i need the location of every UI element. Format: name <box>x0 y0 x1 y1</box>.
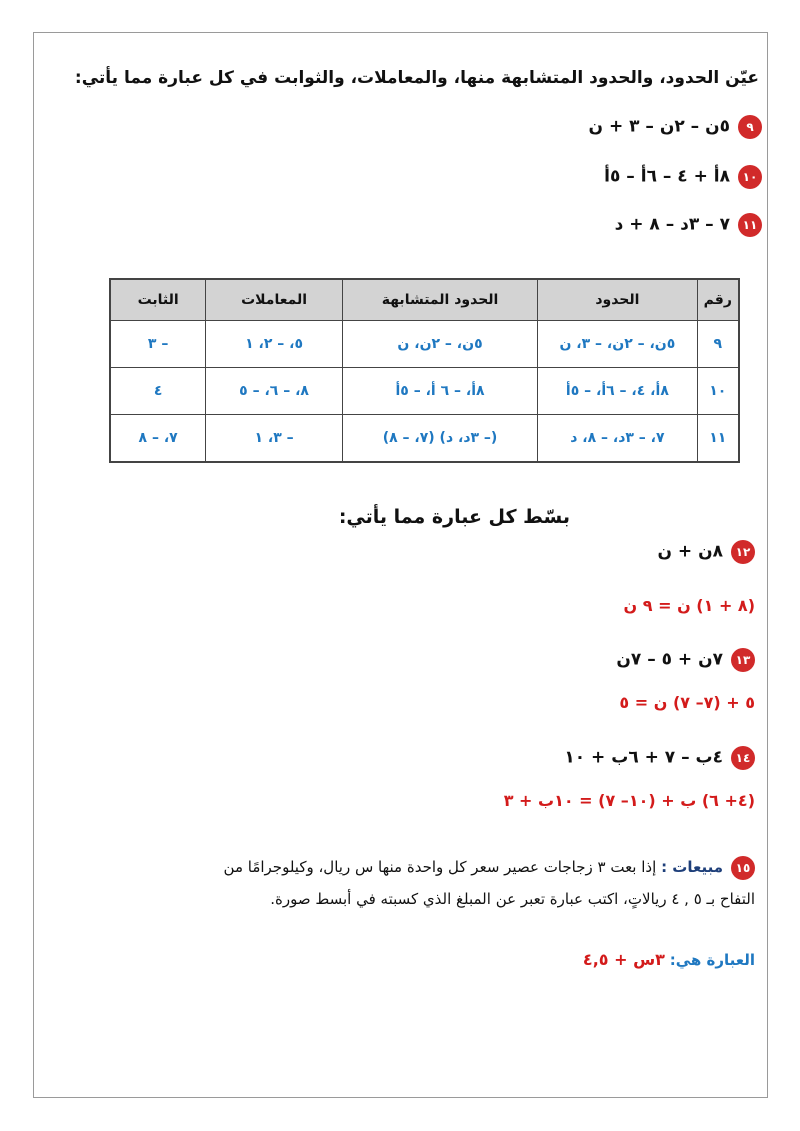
table-row <box>110 415 739 463</box>
exercise-number-badge: ١٥ <box>731 856 755 880</box>
cell-coefficients: ٨، – ٦، – ٥ <box>206 368 343 415</box>
exercise-number-badge: ١٣ <box>731 648 755 672</box>
exercise-expression: ٧ن + ٥ – ٧ن <box>616 649 723 670</box>
cell-constant: ٧، – ٨ <box>110 415 206 463</box>
exercise-expression: ٨أ + ٤ – ٦أ – ٥أ <box>604 166 730 187</box>
problem-label: مبيعات : <box>661 858 723 876</box>
exercise-expression: ٥ن – ٢ن – ٣ + ن <box>588 116 730 137</box>
cell-number: ١٠ <box>697 368 739 415</box>
cell-number: ٩ <box>697 321 739 368</box>
terms-table <box>109 278 740 463</box>
table-header-row <box>110 279 739 321</box>
cell-terms: ٧، – ٣د، – ٨، د <box>538 415 697 463</box>
header-coefficients: المعاملات <box>206 279 343 321</box>
page-border <box>33 32 768 1098</box>
answer-label: العبارة هي: <box>669 951 755 969</box>
exercise-number-badge: ١٠ <box>738 165 762 189</box>
exercise-item-10 <box>604 165 762 189</box>
exercise-answer-14: (٤+ ٦) ب + (١٠– ٧) = ١٠ب + ٣ <box>503 791 755 810</box>
header-terms: الحدود <box>538 279 697 321</box>
exercise-number-badge: ١١ <box>738 213 762 237</box>
table-row <box>110 368 739 415</box>
cell-like-terms: ٨أ، – ٦ أ، – ٥أ <box>342 368 537 415</box>
header-constant: الثابت <box>110 279 206 321</box>
exercise-number-badge: ١٢ <box>731 540 755 564</box>
exercise-item-14 <box>564 746 755 770</box>
cell-coefficients: ٥، – ٢، ١ <box>206 321 343 368</box>
exercise-answer-13: ٥ + (٧– ٧) ن = ٥ <box>619 693 755 712</box>
exercise-expression: ٧ – ٣د – ٨ + د <box>614 214 730 235</box>
section2-heading: بسّط كل عبارة مما يأتي: <box>338 506 570 528</box>
exercise-item-9 <box>589 115 762 139</box>
cell-constant: ٤ <box>110 368 206 415</box>
exercise-item-12 <box>658 540 756 564</box>
cell-constant: – ٣ <box>110 321 206 368</box>
exercise-expression: ٨ن + ن <box>657 541 723 562</box>
problem-text: إذا بعت ٣ زجاجات عصير سعر كل واحدة منها س ريال، وكيلوجرامًا من <box>223 858 657 876</box>
header-like-terms: الحدود المتشابهة <box>342 279 537 321</box>
cell-coefficients: – ٣، ١ <box>206 415 343 463</box>
header-number: رقم <box>697 279 739 321</box>
exercise-expression: ٤ب – ٧ + ٦ب + ١٠ <box>564 747 723 768</box>
exercise-number-badge: ١٤ <box>731 746 755 770</box>
answer-value: ٣س + ٤,٥ <box>582 950 665 969</box>
cell-like-terms: ٥ن، – ٢ن، ن <box>342 321 537 368</box>
problem-15-line1 <box>224 853 755 882</box>
cell-like-terms: (– ٣د، د) (٧، – ٨) <box>342 415 537 463</box>
cell-number: ١١ <box>697 415 739 463</box>
exercise-item-11 <box>615 213 762 237</box>
problem-15-line2: التفاح بـ ٥ , ٤ ريالاتٍ، اكتب عبارة تعبر عن المبلغ الذي كسبته في أبسط صورة. <box>270 890 755 908</box>
exercise-item-13 <box>616 648 755 672</box>
section1-heading: عيّن الحدود، والحدود المتشابهة منها، والمعاملات، والثوابت في كل عبارة مما يأتي: <box>74 68 759 88</box>
problem-15-answer <box>583 950 755 969</box>
exercise-number-badge: ٩ <box>738 115 762 139</box>
table-row <box>110 321 739 368</box>
exercise-answer-12: (٨ + ١) ن = ٩ ن <box>623 596 755 615</box>
cell-terms: ٥ن، – ٢ن، – ٣، ن <box>538 321 697 368</box>
cell-terms: ٨أ، ٤، – ٦أ، – ٥أ <box>538 368 697 415</box>
